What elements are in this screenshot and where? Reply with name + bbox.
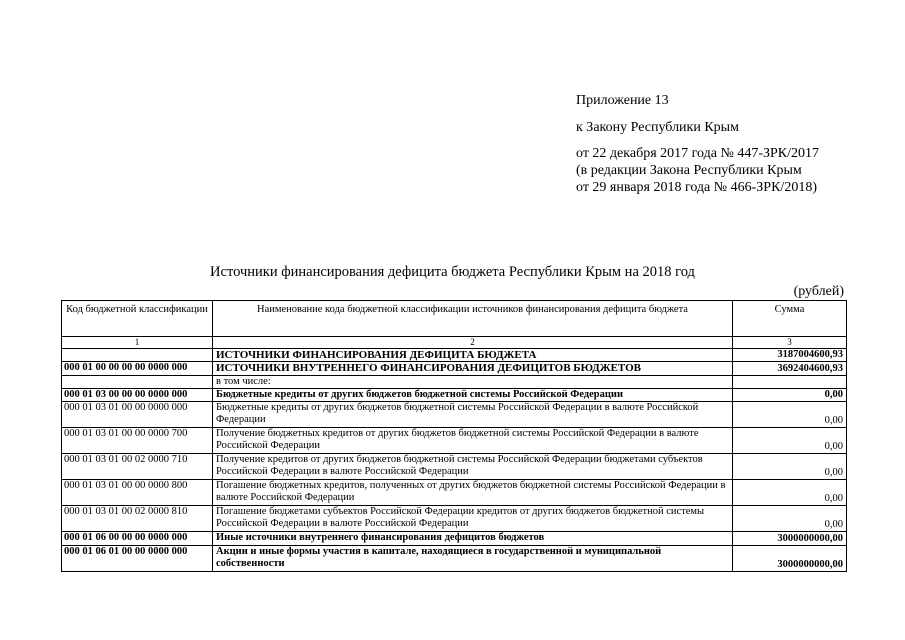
table-row — [62, 506, 847, 532]
row-name: Получение бюджетных кредитов от других бюджетов бюджетной системы Российской Федерации в валюте Российской Федерации — [213, 428, 733, 454]
row-name: Бюджетные кредиты от других бюджетов бюджетной системы Российской Федерации в валюте Российской Федерации — [213, 402, 733, 428]
table-row — [62, 349, 847, 362]
column-number-1: 1 — [62, 337, 213, 349]
appendix-law-date: от 22 декабря 2017 года № 447-ЗРК/2017 — [576, 146, 820, 161]
table-row — [62, 402, 847, 428]
row-name: Погашение бюджетных кредитов, полученных от других бюджетов бюджетной системы Российской Федерации в валюте Российской Федерации — [213, 480, 733, 506]
row-name: Получение кредитов от других бюджетов бюджетной системы Российской Федерации бюджетами субъектов Российской Федерации в валюте Российской Федерации — [213, 454, 733, 480]
column-number-3: 3 — [733, 337, 847, 349]
row-sum: 0,00 — [733, 506, 847, 532]
row-code: 000 01 03 01 00 00 0000 700 — [62, 428, 213, 454]
appendix-number: Приложение 13 — [576, 93, 669, 108]
appendix-amendment-line2: от 29 января 2018 года № 466-ЗРК/2018) — [576, 180, 817, 195]
units-label: (рублей) — [793, 284, 844, 299]
row-sum: 3000000000,00 — [733, 532, 847, 546]
row-sum: 0,00 — [733, 428, 847, 454]
budget-sources-table — [61, 300, 847, 572]
row-sum — [733, 376, 847, 389]
row-sum: 0,00 — [733, 402, 847, 428]
table-row — [62, 546, 847, 572]
table-row — [62, 480, 847, 506]
appendix-law-reference: к Закону Республики Крым — [576, 120, 739, 135]
table-row — [62, 532, 847, 546]
row-code: 000 01 03 01 00 02 0000 810 — [62, 506, 213, 532]
row-code — [62, 376, 213, 389]
appendix-block — [576, 92, 896, 196]
row-name: Бюджетные кредиты от других бюджетов бюджетной системы Российской Федерации — [213, 389, 733, 402]
row-code — [62, 349, 213, 362]
appendix-amendment-line1: (в редакции Закона Республики Крым — [576, 163, 802, 178]
row-name: ИСТОЧНИКИ ФИНАНСИРОВАНИЯ ДЕФИЦИТА БЮДЖЕТА — [213, 349, 733, 362]
row-code: 000 01 03 01 00 00 0000 000 — [62, 402, 213, 428]
table-row — [62, 376, 847, 389]
row-name: Акции и иные формы участия в капитале, находящиеся в государственной и муниципальной собственности — [213, 546, 733, 572]
row-sum: 3000000000,00 — [733, 546, 847, 572]
row-sum: 3692404600,93 — [733, 362, 847, 376]
table-column-numbers-row — [62, 337, 847, 349]
row-name: Иные источники внутреннего финансирования дефицитов бюджетов — [213, 532, 733, 546]
row-sum: 0,00 — [733, 480, 847, 506]
table-row — [62, 428, 847, 454]
row-code: 000 01 03 01 00 02 0000 710 — [62, 454, 213, 480]
row-code: 000 01 03 00 00 00 0000 000 — [62, 389, 213, 402]
row-code: 000 01 06 01 00 00 0000 000 — [62, 546, 213, 572]
row-name: Погашение бюджетами субъектов Российской Федерации кредитов от других бюджетов бюджетной системы Российской Федерации в валюте Российской Федерации — [213, 506, 733, 532]
table-row — [62, 362, 847, 376]
row-name: в том числе: — [213, 376, 733, 389]
table-row — [62, 389, 847, 402]
row-sum: 0,00 — [733, 389, 847, 402]
table-row — [62, 454, 847, 480]
row-code: 000 01 03 01 00 00 0000 800 — [62, 480, 213, 506]
header-sum: Сумма — [733, 301, 847, 337]
row-code: 000 01 00 00 00 00 0000 000 — [62, 362, 213, 376]
header-name: Наименование кода бюджетной классификации источников финансирования дефицита бюджета — [213, 301, 733, 337]
column-number-2: 2 — [213, 337, 733, 349]
row-sum: 3187004600,93 — [733, 349, 847, 362]
header-code: Код бюджетной классификации — [62, 301, 213, 337]
table-header-row — [62, 301, 847, 337]
row-name: ИСТОЧНИКИ ВНУТРЕННЕГО ФИНАНСИРОВАНИЯ ДЕФИЦИТОВ БЮДЖЕТОВ — [213, 362, 733, 376]
row-sum: 0,00 — [733, 454, 847, 480]
document-title: Источники финансирования дефицита бюджета Республики Крым на 2018 год — [210, 264, 695, 280]
row-code: 000 01 06 00 00 00 0000 000 — [62, 532, 213, 546]
